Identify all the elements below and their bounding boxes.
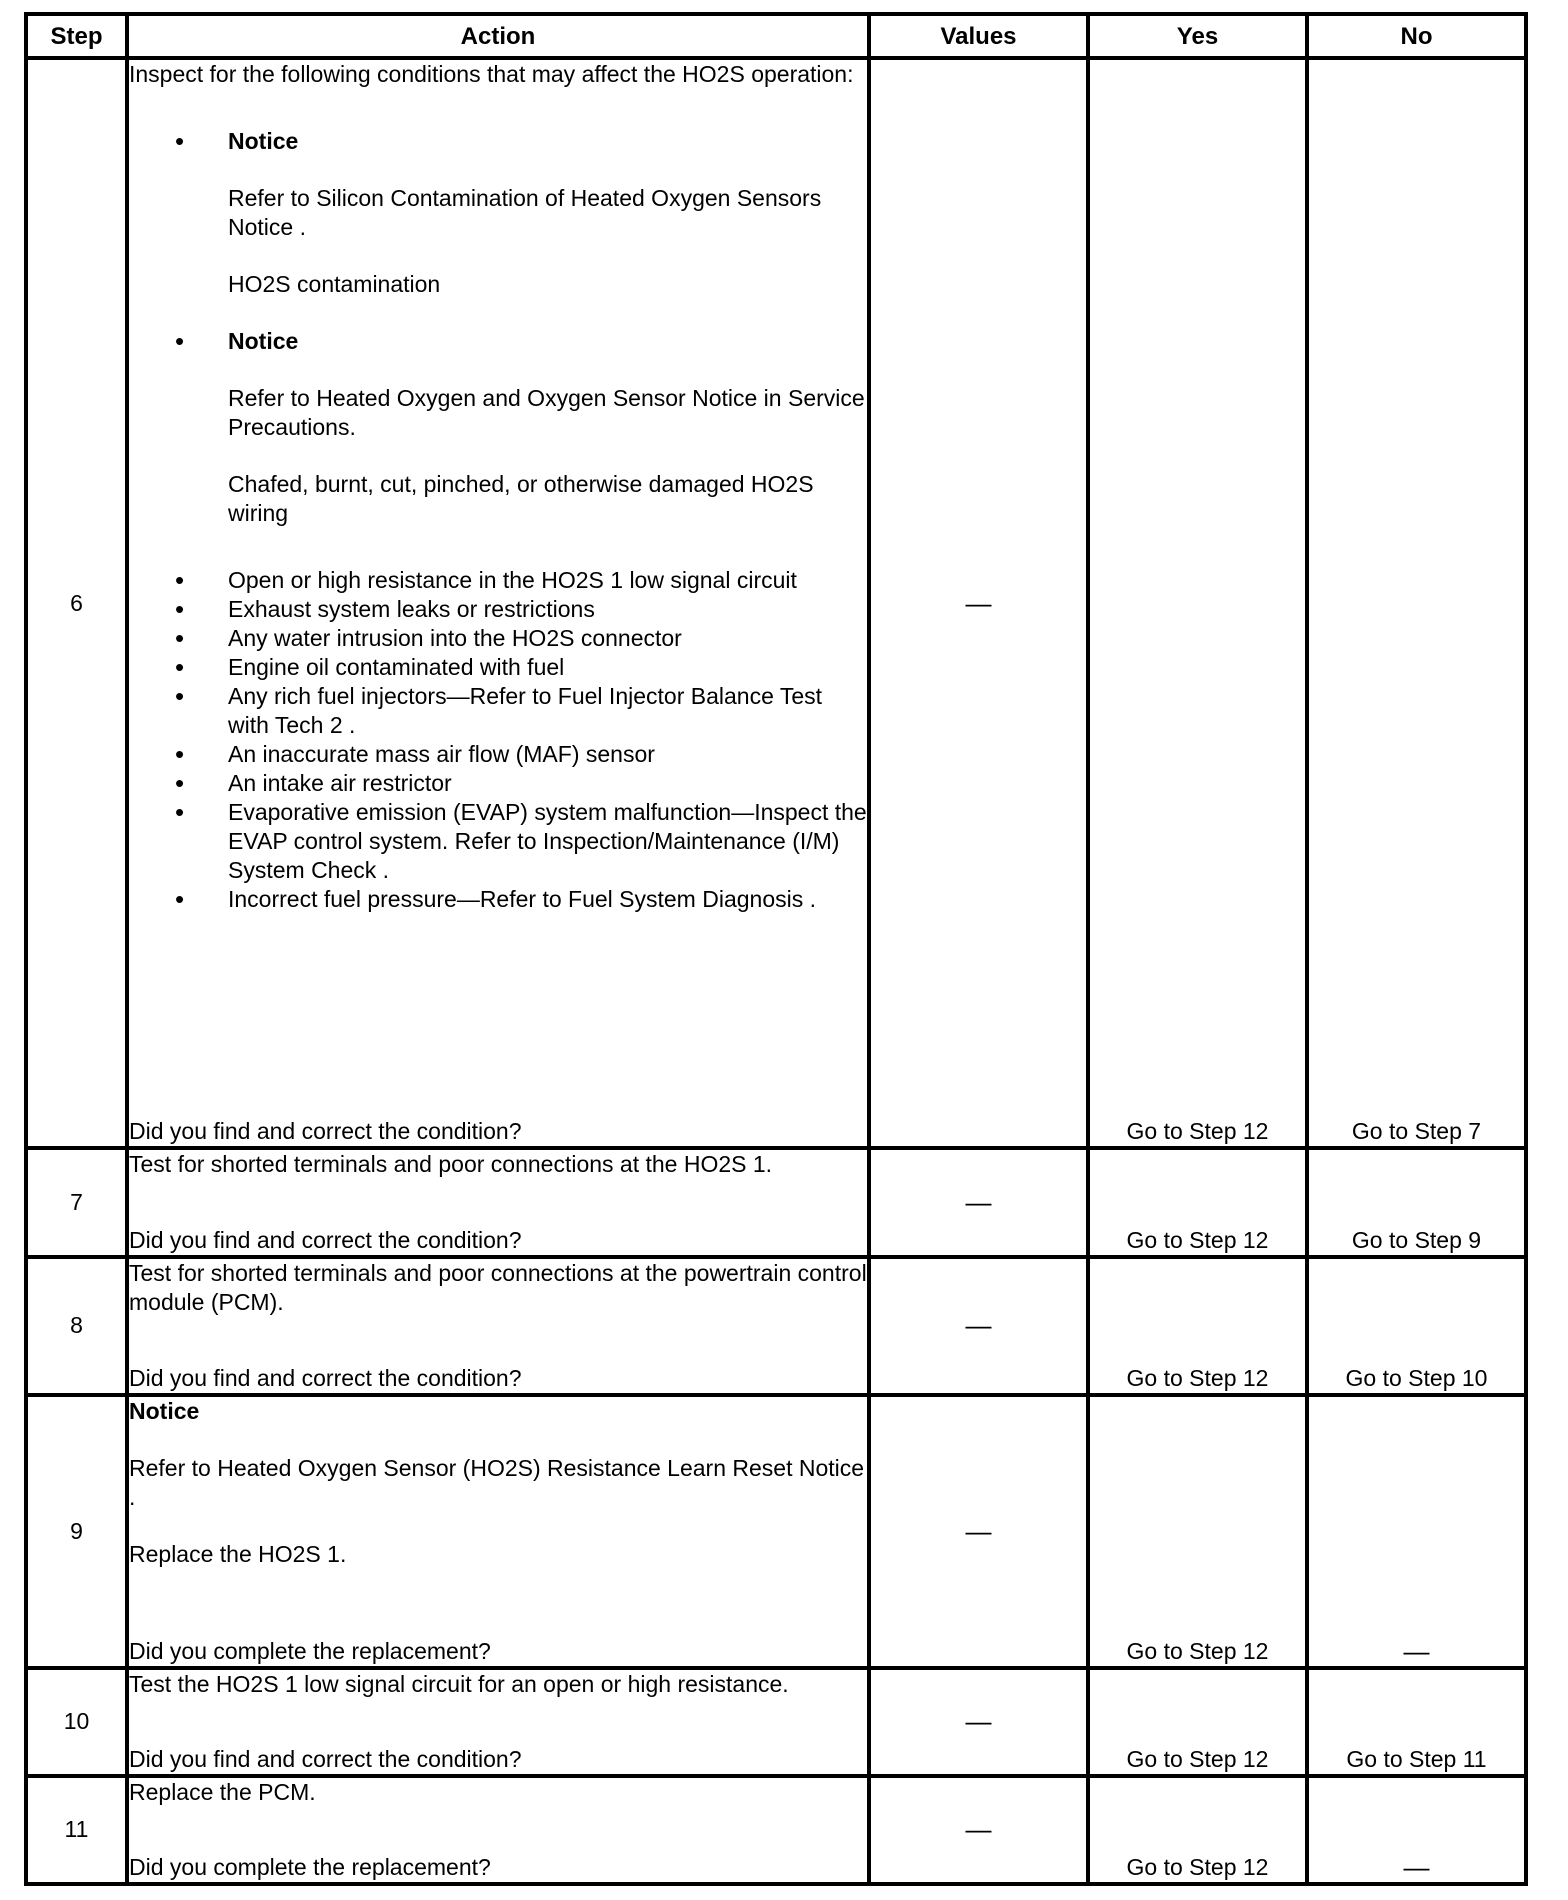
- header-values: Values: [869, 14, 1088, 58]
- notice-text: Refer to Heated Oxygen Sensor (HO2S) Resistance Learn Reset Notice .: [129, 1454, 865, 1510]
- action-cell: [127, 1668, 869, 1776]
- header-step: Step: [26, 14, 127, 58]
- list-item: • Engine oil contaminated with fuel: [129, 653, 867, 682]
- values-cell: —: [869, 58, 1088, 1148]
- notice-item: Chafed, burnt, cut, pinched, or otherwise damaged HO2S wiring: [228, 471, 814, 526]
- no-cell: Go to Step 11: [1307, 1668, 1526, 1776]
- notice-bullet: [129, 127, 867, 156]
- step-number: 9: [26, 1395, 127, 1668]
- diagnostic-table: [24, 12, 1528, 1886]
- notice-text: Refer to Heated Oxygen and Oxygen Sensor Notice in Service Precautions.: [228, 385, 865, 440]
- action-text: Test for shorted terminals and poor connections at the HO2S 1.: [129, 1151, 773, 1178]
- step-number: 11: [26, 1776, 127, 1884]
- yes-cell: Go to Step 12: [1088, 1257, 1307, 1395]
- header-row: [26, 14, 1526, 58]
- header-yes: Yes: [1088, 14, 1307, 58]
- action-question: Did you complete the replacement?: [129, 1854, 491, 1880]
- no-cell: —: [1307, 1776, 1526, 1884]
- yes-cell: Go to Step 12: [1088, 1776, 1307, 1884]
- values-cell: —: [869, 1257, 1088, 1395]
- yes-cell: Go to Step 12: [1088, 58, 1307, 1148]
- list-item: • Exhaust system leaks or restrictions: [129, 595, 867, 624]
- table-row-step-8: [26, 1257, 1526, 1395]
- list-item: • Evaporative emission (EVAP) system malfunction—Inspect the EVAP control system. Refer to Inspection/Maintenance (I/M) System Check .: [129, 798, 867, 885]
- action-question: Did you find and correct the condition?: [129, 1364, 522, 1391]
- table-row-step-9: [26, 1395, 1526, 1668]
- condition-list: [129, 566, 867, 914]
- no-cell: Go to Step 7: [1307, 58, 1526, 1148]
- action-cell: [127, 1776, 869, 1884]
- values-cell: —: [869, 1395, 1088, 1668]
- list-item: • Open or high resistance in the HO2S 1 low signal circuit: [129, 566, 867, 595]
- no-cell: —: [1307, 1395, 1526, 1668]
- table-row-step-6: [26, 58, 1526, 1148]
- action-text: Replace the HO2S 1.: [129, 1540, 347, 1567]
- action-cell: [127, 1257, 869, 1395]
- action-question: Did you find and correct the condition?: [129, 1745, 522, 1772]
- step-number: 7: [26, 1148, 127, 1256]
- step-number: 10: [26, 1668, 127, 1776]
- table-row-step-11: [26, 1776, 1526, 1884]
- action-question: Did you find and correct the condition?: [129, 1118, 522, 1145]
- notice-bullet: [129, 327, 867, 356]
- list-item: • Incorrect fuel pressure—Refer to Fuel System Diagnosis .: [129, 885, 867, 914]
- table-row-step-10: [26, 1668, 1526, 1776]
- step-number: 8: [26, 1257, 127, 1395]
- header-no: No: [1307, 14, 1526, 58]
- notice-title: Notice: [228, 128, 299, 154]
- no-cell: Go to Step 9: [1307, 1148, 1526, 1256]
- table-row-step-7: [26, 1148, 1526, 1256]
- list-item: • Any water intrusion into the HO2S connector: [129, 624, 867, 653]
- notice-item: HO2S contamination: [228, 271, 441, 297]
- yes-cell: Go to Step 12: [1088, 1668, 1307, 1776]
- list-item: • An intake air restrictor: [129, 769, 867, 798]
- notice-title: Notice: [228, 328, 299, 354]
- values-cell: —: [869, 1148, 1088, 1256]
- action-intro: Inspect for the following conditions that may affect the HO2S operation:: [129, 61, 854, 87]
- action-cell: [127, 58, 869, 1148]
- yes-cell: Go to Step 12: [1088, 1395, 1307, 1668]
- notice-text: Refer to Silicon Contamination of Heated Oxygen Sensors Notice .: [228, 185, 822, 240]
- list-item: • An inaccurate mass air flow (MAF) sensor: [129, 740, 867, 769]
- notice-title: Notice: [129, 1397, 200, 1424]
- action-question: Did you find and correct the condition?: [129, 1226, 522, 1253]
- values-cell: —: [869, 1776, 1088, 1884]
- values-cell: —: [869, 1668, 1088, 1776]
- action-cell: [127, 1395, 869, 1668]
- step-number: 6: [26, 58, 127, 1148]
- action-question: Did you complete the replacement?: [129, 1637, 491, 1664]
- action-text: Test the HO2S 1 low signal circuit for an open or high resistance.: [129, 1670, 789, 1697]
- action-text: Replace the PCM.: [129, 1778, 316, 1805]
- action-text: Test for shorted terminals and poor connections at the powertrain control module (PCM).: [129, 1259, 867, 1315]
- yes-cell: Go to Step 12: [1088, 1148, 1307, 1256]
- header-action: Action: [127, 14, 869, 58]
- action-cell: [127, 1148, 869, 1256]
- no-cell: Go to Step 10: [1307, 1257, 1526, 1395]
- list-item: • Any rich fuel injectors—Refer to Fuel Injector Balance Test with Tech 2 .: [129, 682, 867, 740]
